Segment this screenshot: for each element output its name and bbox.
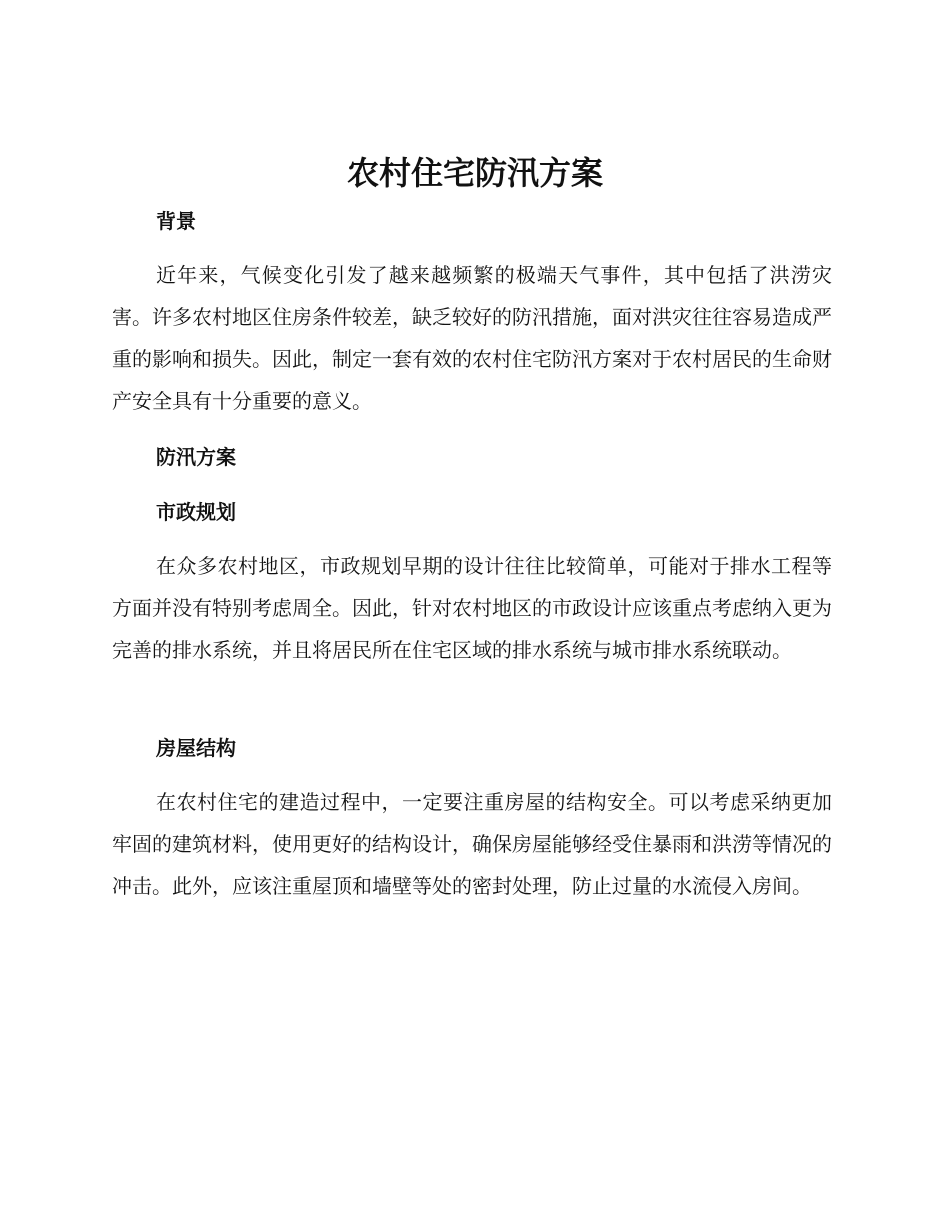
section-heading-house-structure: 房屋结构	[156, 736, 236, 760]
document-title: 农村住宅防汛方案	[346, 154, 603, 192]
paragraph-municipal-planning: 在众多农村地区，市政规划早期的设计往往比较简单，可能对于排水工程等方面并没有特别考虑周全。因此，针对农村地区的市政设计应该重点考虑纳入更为完善的排水系统，并且将居民所在住宅区域的排水系统与城市排水系统联动。	[112, 554, 832, 662]
paragraph-house-structure: 在农村住宅的建造过程中，一定要注重房屋的结构安全。可以考虑采纳更加牢固的建筑材料，使用更好的结构设计，确保房屋能够经受住暴雨和洪涝等情况的冲击。此外，应该注重屋顶和墙壁等处的密封处理，防止过量的水流侵入房间。	[112, 790, 832, 898]
paragraph-background: 近年来，气候变化引发了越来越频繁的极端天气事件，其中包括了洪涝灾害。许多农村地区住房条件较差，缺乏较好的防汛措施，面对洪灾往往容易造成严重的影响和损失。因此，制定一套有效的农村住宅防汛方案对于农村居民的生命财产安全具有十分重要的意义。	[112, 263, 832, 413]
section-heading-municipal-planning: 市政规划	[156, 500, 236, 524]
section-heading-background: 背景	[156, 209, 196, 233]
section-heading-flood-plan: 防汛方案	[156, 445, 236, 469]
